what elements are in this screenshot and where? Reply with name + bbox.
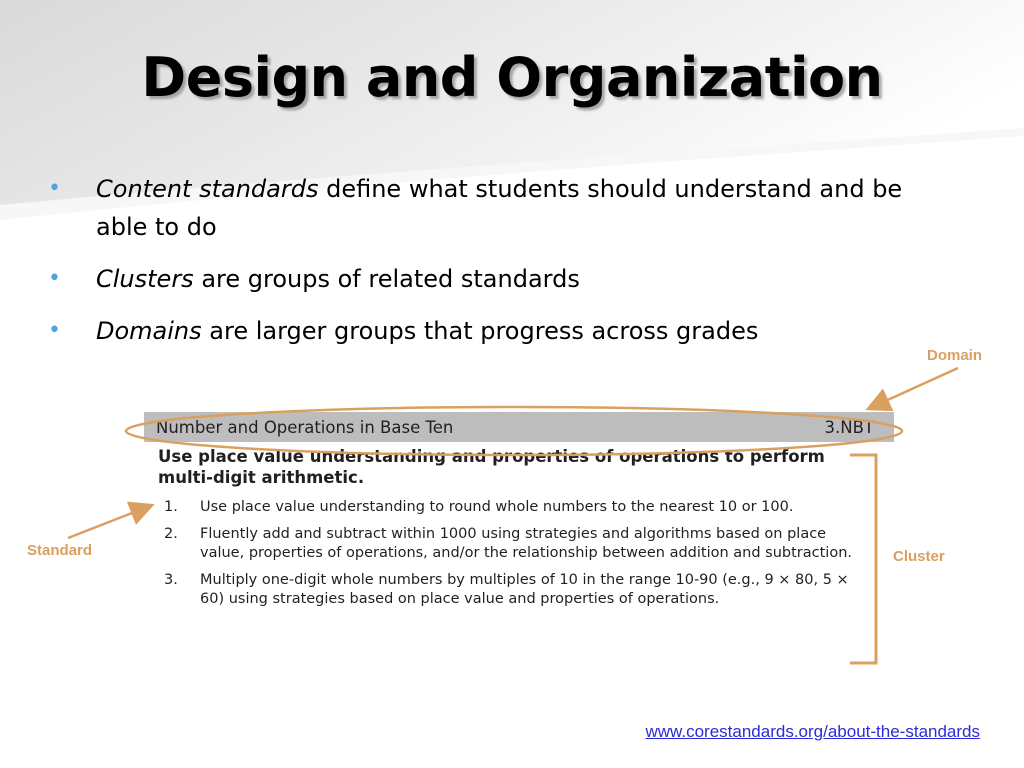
- bullet-dot-icon: •: [48, 176, 61, 201]
- standard-number: 2.: [164, 526, 178, 542]
- slide-title: Design and Organization: [141, 46, 883, 109]
- standards-list: [144, 498, 894, 609]
- standard-item: [144, 525, 894, 563]
- standards-figure: [144, 412, 894, 617]
- bullet-text: are larger groups that progress across grades: [201, 317, 759, 345]
- cluster-heading: Use place value understanding and properties of operations to perform multi-digit arithmetic.: [158, 447, 825, 487]
- standard-item: [144, 498, 894, 517]
- domain-bar: [144, 412, 894, 442]
- bullet-dot-icon: •: [48, 266, 61, 291]
- source-link[interactable]: www.corestandards.org/about-the-standards: [645, 722, 980, 741]
- standard-number: 3.: [164, 572, 178, 588]
- bullet-text: define what students should understand and be able to do: [96, 175, 903, 241]
- standard-number: 1.: [164, 499, 178, 515]
- bullet-dot-icon: •: [48, 318, 61, 343]
- standard-text: Use place value understanding to round whole numbers to the nearest 10 or 100.: [200, 499, 794, 515]
- bullet-term: Content standards: [96, 175, 319, 203]
- bullet-list: [48, 170, 948, 364]
- standard-item: [144, 571, 894, 609]
- bullet-text: are groups of related standards: [193, 265, 580, 293]
- bullet-item-domains: [48, 312, 948, 350]
- cluster-annotation-label: Cluster: [893, 548, 945, 565]
- domain-name: Number and Operations in Base Ten: [156, 417, 454, 437]
- domain-annotation-label: Domain: [927, 347, 983, 364]
- bullet-term: Clusters: [96, 265, 194, 293]
- bullet-term: Domains: [96, 317, 202, 345]
- standard-text: Fluently add and subtract within 1000 using strategies and algorithms based on place value, properties of operations, and/or the relationship between addition and subtraction.: [200, 526, 852, 561]
- domain-code: 3.NBT: [824, 417, 874, 437]
- bullet-item-content-standards: [48, 170, 948, 246]
- standard-annotation-label: Standard: [27, 542, 93, 559]
- bullet-item-clusters: [48, 260, 948, 298]
- standard-text: Multiply one-digit whole numbers by multiples of 10 in the range 10-90 (e.g., 9 × 80, 5 × 60) using strategies based on place value and properties of operations.: [200, 572, 849, 607]
